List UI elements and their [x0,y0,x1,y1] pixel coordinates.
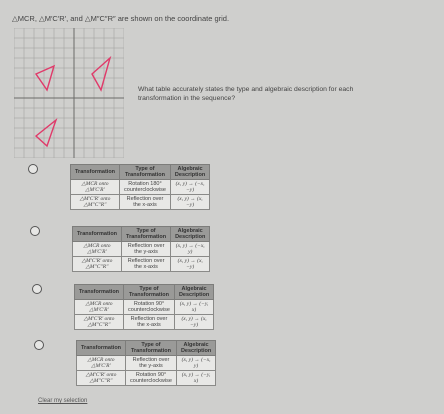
algebraic-cell: (x, y) → (−y, x) [176,371,215,386]
table-row [75,315,214,330]
option-b-table [72,226,210,272]
algebraic-cell: (x, y) → (−y, x) [174,300,213,315]
type-cell: Reflection over the x-axis [122,257,171,272]
transformation-cell: △MCR onto △M′C′R′ [73,242,122,257]
header-algebraic: Algebraic Description [176,341,215,356]
header-transformation: Transformation [77,341,126,356]
radio-button-c[interactable] [32,284,42,294]
transformation-cell: △M′C′R′ onto △M″C″R″ [73,257,122,272]
question-text: What table accurately states the type and algebraic description for each transformation in the sequence? [138,86,354,102]
option-a-table [70,164,210,210]
type-cell: Reflection over the y-axis [126,356,177,371]
transformation-cell: △M′C′R′ onto △M″C″R″ [75,315,124,330]
prompt-text: △MCR, △M′C′R′, and △M″C″R″ are shown on the coordinate grid. [12,14,230,23]
transformation-cell: △M′C′R′ onto △M″C″R″ [77,371,126,386]
radio-button-b[interactable] [30,226,40,236]
type-cell: Rotation 90° counterclockwise [124,300,175,315]
header-transformation: Transformation [75,285,124,300]
table-row [77,371,216,386]
type-cell: Rotation 90° counterclockwise [126,371,177,386]
table-row [71,195,210,210]
header-algebraic: Algebraic Description [170,165,209,180]
type-cell: Reflection over the x-axis [124,315,175,330]
option-c-table [74,284,214,330]
algebraic-cell: (x, y) → (−x, y) [176,356,215,371]
header-type: Type of Transformation [122,227,171,242]
type-cell: Reflection over the x-axis [120,195,171,210]
algebraic-cell: (x, y) → (x, −y) [171,257,210,272]
transformation-cell: △M′C′R′ onto △M″C″R″ [71,195,120,210]
algebraic-cell: (x, y) → (x, −y) [174,315,213,330]
radio-button-a[interactable] [28,164,38,174]
table-row [73,257,210,272]
type-cell: Rotation 180° counterclockwise [120,180,171,195]
header-type: Type of Transformation [124,285,175,300]
header-transformation: Transformation [73,227,122,242]
table-row [71,180,210,195]
triangle-m-prime-c-prime-r-prime [92,58,110,90]
table-row [73,242,210,257]
table-row [77,356,216,371]
grid-lines [14,28,124,158]
triangle-m-double-prime-c-double-prime-r-double-prime [36,120,56,146]
algebraic-cell: (x, y) → (−x, y) [171,242,210,257]
transformation-cell: △MCR onto △M′C′R′ [77,356,126,371]
algebraic-cell: (x, y) → (x, −y) [170,195,209,210]
algebraic-cell: (x, y) → (−x, −y) [170,180,209,195]
header-transformation: Transformation [71,165,120,180]
header-algebraic: Algebraic Description [171,227,210,242]
option-d-table [76,340,216,386]
coordinate-grid-svg [14,28,124,158]
type-cell: Reflection over the y-axis [122,242,171,257]
transformation-cell: △MCR onto △M′C′R′ [71,180,120,195]
header-algebraic: Algebraic Description [174,285,213,300]
header-type: Type of Transformation [120,165,171,180]
transformation-cell: △MCR onto △M′C′R′ [75,300,124,315]
header-type: Type of Transformation [126,341,177,356]
clear-selection-link[interactable]: Clear my selection [38,398,88,404]
radio-button-d[interactable] [34,340,44,350]
coordinate-grid [14,28,124,158]
table-row [75,300,214,315]
